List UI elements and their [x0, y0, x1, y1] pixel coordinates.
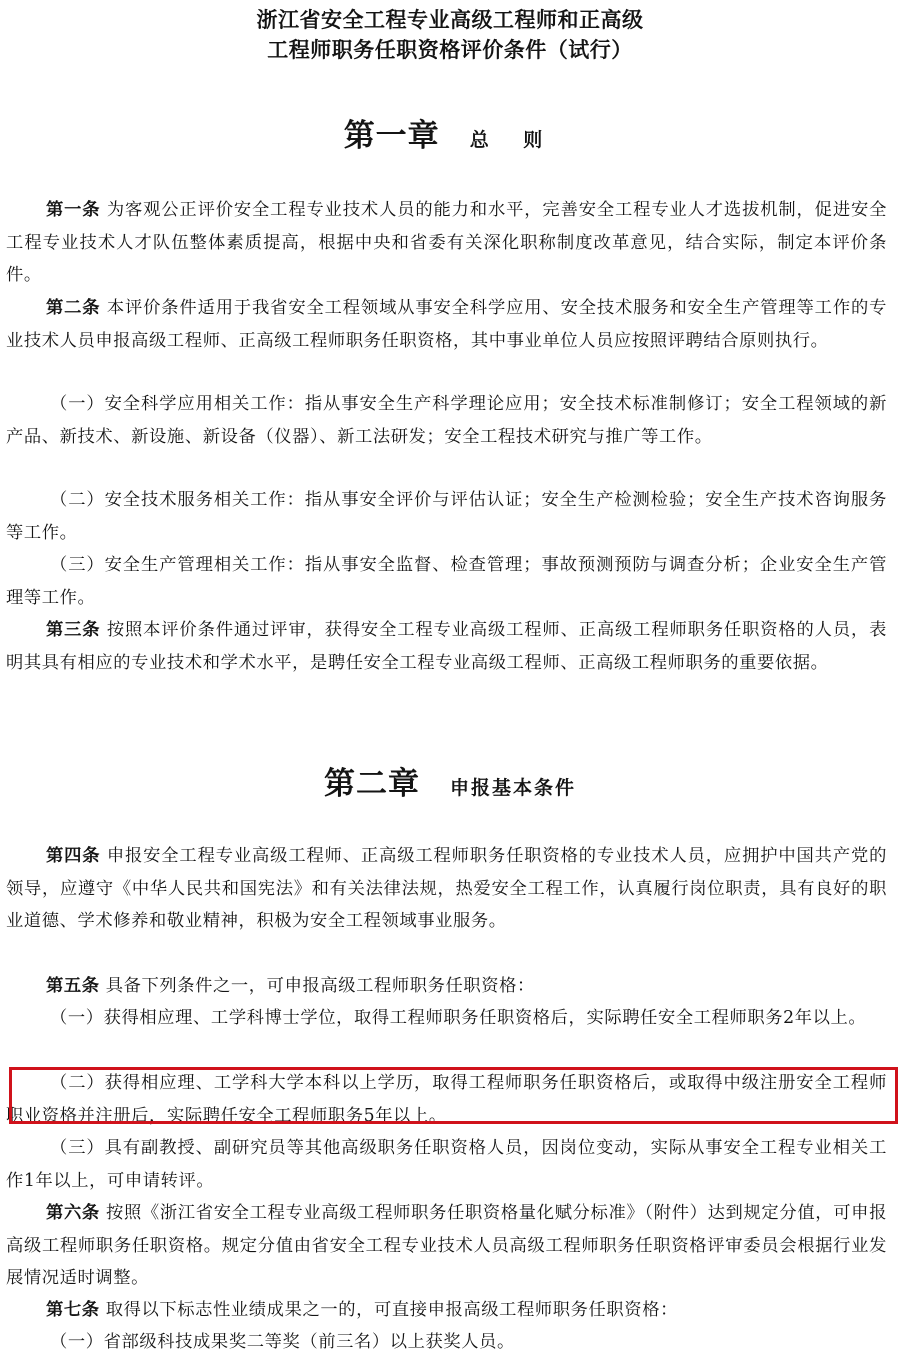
item-text: （一）获得相应理、工学科博士学位，取得工程师职务任职资格后，实际聘任安全工程师职务2年以上。 — [50, 1008, 867, 1028]
document-title-line-1: 浙江省安全工程专业高级工程师和正高级 — [256, 8, 644, 32]
article-2-item-3 — [6, 549, 887, 614]
article-text: 本评价条件适用于我省安全工程领域从事安全科学应用、安全技术服务和安全生产管理等工作的专业技术人员申报高级工程师、正高级工程师职务任职资格，其中事业单位人员应按照评聘结合原则执行。 — [6, 298, 887, 351]
item-text: （三）安全生产管理相关工作：指从事安全监督、检查管理；事故预测预防与调查分析；企业安全生产管理等工作。 — [6, 555, 887, 608]
article-label: 第七条 — [46, 1300, 100, 1320]
chapter-1-heading — [0, 110, 900, 155]
article-label: 第六条 — [46, 1203, 100, 1223]
article-2 — [6, 292, 887, 357]
article-4 — [6, 840, 887, 938]
article-2-item-1 — [6, 388, 887, 453]
article-text: 具备下列条件之一，可申报高级工程师职务任职资格： — [105, 976, 535, 996]
item-text: （一）省部级科技成果奖二等奖（前三名）以上获奖人员。 — [50, 1332, 515, 1352]
document-title-line-2: 工程师职务任职资格评价条件（试行） — [267, 38, 633, 62]
article-6 — [6, 1197, 887, 1295]
article-5-item-1 — [6, 1002, 887, 1035]
article-text: 取得以下标志性业绩成果之一的，可直接申报高级工程师职务任职资格： — [105, 1300, 678, 1320]
article-label: 第一条 — [46, 200, 101, 220]
chapter-1-name: 总 则 — [469, 129, 557, 151]
chapter-1-number: 第一章 — [343, 118, 440, 154]
article-label: 第四条 — [46, 846, 101, 866]
chapter-2-heading — [0, 758, 900, 803]
article-text: 为客观公正评价安全工程专业技术人员的能力和水平，完善安全工程专业人才选拔机制，促进安全工程专业技术人才队伍整体素质提高，根据中央和省委有关深化职称制度改革意见，结合实际，制定本评价条件。 — [6, 200, 887, 286]
article-2-item-2 — [6, 484, 887, 549]
chapter-2-number: 第二章 — [323, 766, 420, 802]
item-text: （一）安全科学应用相关工作：指从事安全生产科学理论应用；安全技术标准制修订；安全工程领域的新产品、新技术、新设施、新设备（仪器）、新工法研发；安全工程技术研究与推广等工作。 — [6, 394, 887, 447]
article-5-item-3 — [6, 1132, 887, 1197]
article-text: 按照本评价条件通过评审，获得安全工程专业高级工程师、正高级工程师职务任职资格的人员，表明其具有相应的专业技术和学术水平，是聘任安全工程专业高级工程师、正高级工程师职务的重要依据。 — [6, 620, 887, 673]
article-7 — [6, 1294, 887, 1327]
article-7-item-1 — [6, 1326, 887, 1359]
article-5 — [6, 970, 887, 1003]
chapter-2-name: 申报基本条件 — [449, 777, 576, 799]
item-text: （三）具有副教授、副研究员等其他高级职务任职资格人员，因岗位变动，实际从事安全工程专业相关工作1年以上，可申请转评。 — [6, 1138, 887, 1191]
article-text: 申报安全工程专业高级工程师、正高级工程师职务任职资格的专业技术人员，应拥护中国共产党的领导，应遵守《中华人民共和国宪法》和有关法律法规，热爱安全工程工作，认真履行岗位职责，具有良好的职业道德、学术修养和敬业精神，积极为安全工程领域事业服务。 — [6, 846, 887, 932]
article-label: 第三条 — [46, 620, 101, 640]
article-3 — [6, 614, 887, 679]
item-text: （二）获得相应理、工学科大学本科以上学历，取得工程师职务任职资格后，或取得中级注册安全工程师职业资格并注册后，实际聘任安全工程师职务5年以上。 — [6, 1073, 887, 1126]
red-highlight-box — [9, 1067, 898, 1124]
article-label: 第二条 — [46, 298, 101, 318]
item-text: （二）安全技术服务相关工作：指从事安全评价与评估认证；安全生产检测检验；安全生产技术咨询服务等工作。 — [6, 490, 887, 543]
article-label: 第五条 — [46, 976, 100, 996]
article-1 — [6, 194, 887, 292]
article-text: 按照《浙江省安全工程专业高级工程师职务任职资格量化赋分标准》（附件）达到规定分值，可申报高级工程师职务任职资格。规定分值由省安全工程专业技术人员高级工程师职务任职资格评审委员会根据行业发展情况适时调整。 — [6, 1203, 887, 1289]
